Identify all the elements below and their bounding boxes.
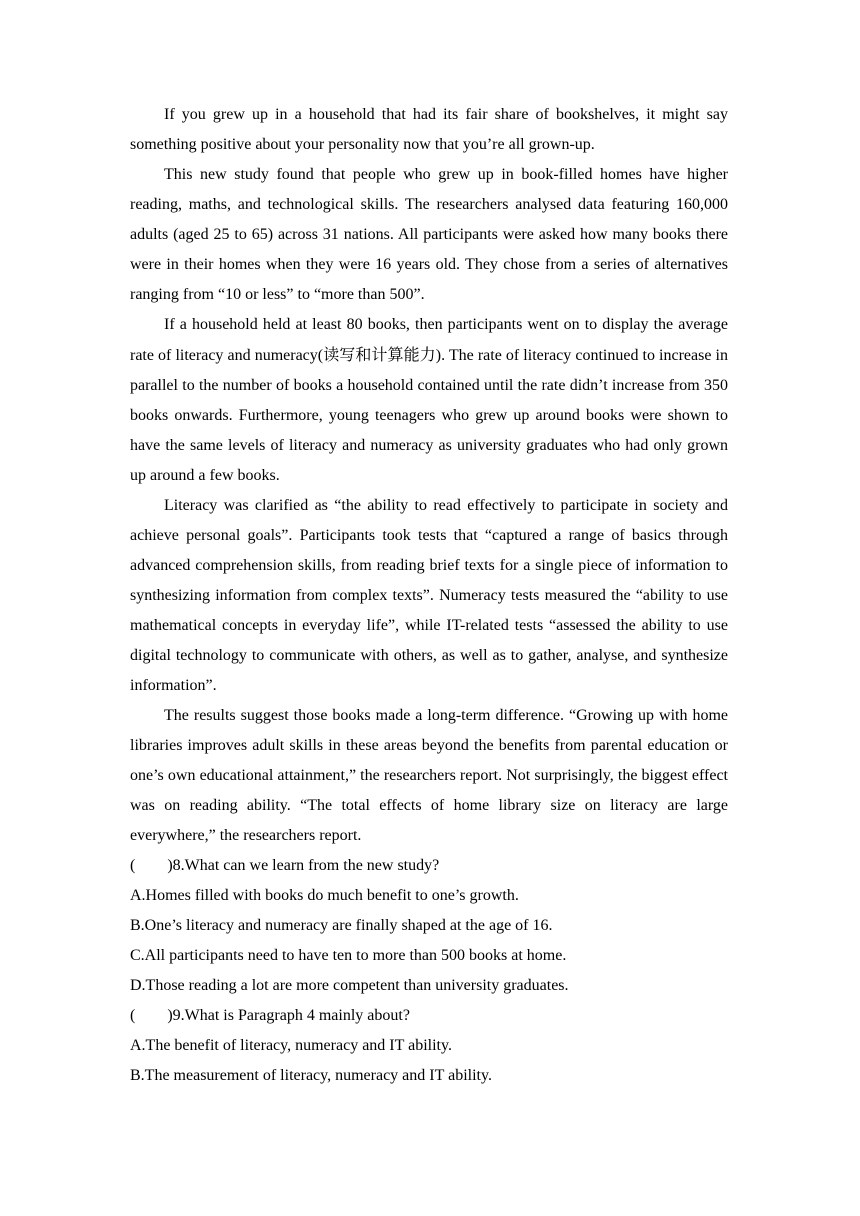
question-9 — [130, 1001, 728, 1091]
question-9-option-a: A.The benefit of literacy, numeracy and IT ability. — [130, 1037, 452, 1054]
paragraph-2: This new study found that people who grew up in book-filled homes have higher reading, maths, and technological skills. The researchers analysed data featuring 160,000 adults (aged 25 to 65) across 31 nations. All participants were asked how many books there were in their homes when they were 16 years old. They chose from a series of alternatives ranging from “10 or less” to “more than 500”. — [130, 166, 728, 303]
question-8-option-a: A.Homes filled with books do much benefit to one’s growth. — [130, 887, 519, 904]
paragraph-3-chinese-gloss: 读写和计算能力 — [323, 345, 436, 364]
question-8-stem: ( )8.What can we learn from the new study? — [130, 857, 440, 874]
question-8-option-d: D.Those reading a lot are more competent than university graduates. — [130, 977, 569, 994]
question-8-option-c: C.All participants need to have ten to more than 500 books at home. — [130, 947, 567, 964]
question-8 — [130, 851, 728, 1001]
question-9-option-b: B.The measurement of literacy, numeracy and IT ability. — [130, 1067, 492, 1084]
paragraph-3-text-start: If a household held at least 80 books, then participants went on to display the average rate of literacy and numeracy( — [130, 316, 728, 364]
paragraph-3-text-end: ). The rate of literacy continued to increase in parallel to the number of books a household contained until the rate didn’t increase from 350 books onwards. Furthermore, young teenagers who grew up around books were shown to have the same levels of literacy and numeracy as university graduates who had only grown up around a few books. — [130, 347, 728, 484]
question-9-stem: ( )9.What is Paragraph 4 mainly about? — [130, 1007, 410, 1024]
paragraph-5: The results suggest those books made a long-term difference. “Growing up with home libraries improves adult skills in these areas beyond the benefits from parental education or one’s own educational attainment,” the researchers report. Not surprisingly, the biggest effect was on reading ability. “The total effects of home library size on literacy are large everywhere,” the researchers report. — [130, 707, 728, 844]
paragraph-1: If you grew up in a household that had its fair share of bookshelves, it might say something positive about your personality now that you’re all grown-up. — [130, 106, 728, 153]
paragraph-3 — [130, 310, 728, 491]
paragraph-4: Literacy was clarified as “the ability to read effectively to participate in society and achieve personal goals”. Participants took tests that “captured a range of basics through advanced comprehension skills, from reading brief texts for a single piece of information to synthesizing information from complex texts”. Numeracy tests measured the “ability to use mathematical concepts in everyday life”, while IT-related tests “assessed the ability to use digital technology to communicate with others, as well as to gather, analyse, and synthesize information”. — [130, 497, 728, 694]
question-8-option-b: B.One’s literacy and numeracy are finally shaped at the age of 16. — [130, 917, 553, 934]
reading-passage — [130, 100, 728, 1091]
